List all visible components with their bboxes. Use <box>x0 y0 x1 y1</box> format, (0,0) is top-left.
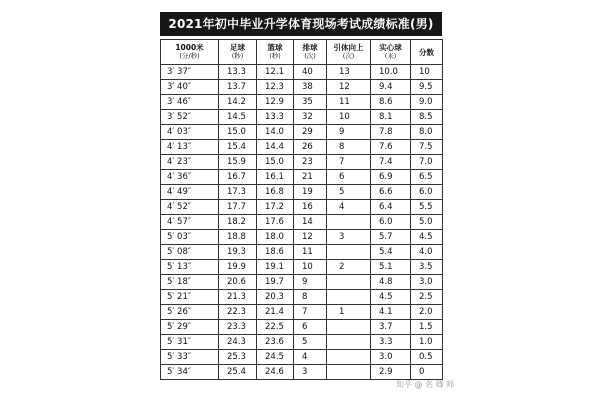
cell-medicine-ball: 5.7 <box>371 230 411 245</box>
cell-score: 0 <box>411 365 443 380</box>
cell-basketball: 21.4 <box>257 305 294 320</box>
cell-medicine-ball: 8.6 <box>371 95 411 110</box>
cell-football: 20.6 <box>219 275 257 290</box>
cell-1000m: 4′ 13″ <box>161 140 219 155</box>
cell-medicine-ball: 10.0 <box>371 65 411 80</box>
table-row <box>161 275 443 290</box>
cell-1000m: 4′ 36″ <box>161 170 219 185</box>
cell-football: 15.4 <box>219 140 257 155</box>
table-row <box>161 170 443 185</box>
cell-pullup <box>327 275 371 290</box>
cell-basketball: 17.2 <box>257 200 294 215</box>
cell-pullup: 8 <box>327 140 371 155</box>
cell-score: 8.0 <box>411 125 443 140</box>
cell-volleyball: 11 <box>294 245 327 260</box>
cell-score: 1.0 <box>411 335 443 350</box>
cell-pullup: 5 <box>327 185 371 200</box>
cell-medicine-ball: 6.6 <box>371 185 411 200</box>
cell-pullup <box>327 335 371 350</box>
cell-volleyball: 14 <box>294 215 327 230</box>
cell-1000m: 5′ 34″ <box>161 365 219 380</box>
table-row <box>161 365 443 380</box>
cell-1000m: 5′ 18″ <box>161 275 219 290</box>
cell-volleyball: 19 <box>294 185 327 200</box>
cell-score: 2.5 <box>411 290 443 305</box>
cell-medicine-ball: 9.4 <box>371 80 411 95</box>
cell-basketball: 24.6 <box>257 365 294 380</box>
cell-basketball: 14.0 <box>257 125 294 140</box>
cell-1000m: 5′ 08″ <box>161 245 219 260</box>
cell-pullup: 10 <box>327 110 371 125</box>
table-row <box>161 200 443 215</box>
cell-pullup: 3 <box>327 230 371 245</box>
cell-score: 0.5 <box>411 350 443 365</box>
cell-basketball: 16.8 <box>257 185 294 200</box>
header-pullup: 引体向上 (次) <box>327 40 371 65</box>
header-medicine-ball: 实心球 (米) <box>371 40 411 65</box>
header-volleyball: 排球 (次) <box>294 40 327 65</box>
cell-volleyball: 6 <box>294 320 327 335</box>
cell-1000m: 5′ 29″ <box>161 320 219 335</box>
cell-basketball: 17.6 <box>257 215 294 230</box>
cell-pullup: 12 <box>327 80 371 95</box>
cell-1000m: 5′ 21″ <box>161 290 219 305</box>
cell-1000m: 5′ 26″ <box>161 305 219 320</box>
table-row <box>161 125 443 140</box>
cell-basketball: 18.6 <box>257 245 294 260</box>
cell-football: 25.4 <box>219 365 257 380</box>
cell-football: 15.0 <box>219 125 257 140</box>
cell-medicine-ball: 3.0 <box>371 350 411 365</box>
table-row <box>161 110 443 125</box>
cell-football: 23.3 <box>219 320 257 335</box>
watermark: 知乎 @ 名 卿 师 <box>396 380 455 389</box>
cell-medicine-ball: 3.7 <box>371 320 411 335</box>
cell-football: 17.7 <box>219 200 257 215</box>
cell-volleyball: 16 <box>294 200 327 215</box>
cell-football: 16.7 <box>219 170 257 185</box>
cell-1000m: 4′ 57″ <box>161 215 219 230</box>
cell-pullup <box>327 215 371 230</box>
table-row <box>161 215 443 230</box>
cell-medicine-ball: 7.8 <box>371 125 411 140</box>
cell-basketball: 12.3 <box>257 80 294 95</box>
cell-score: 9.5 <box>411 80 443 95</box>
table-row <box>161 80 443 95</box>
cell-score: 5.5 <box>411 200 443 215</box>
cell-basketball: 19.1 <box>257 260 294 275</box>
cell-basketball: 13.3 <box>257 110 294 125</box>
table-row <box>161 140 443 155</box>
table-row <box>161 260 443 275</box>
cell-score: 7.0 <box>411 155 443 170</box>
cell-volleyball: 40 <box>294 65 327 80</box>
cell-volleyball: 21 <box>294 170 327 185</box>
table-row <box>161 95 443 110</box>
table-row <box>161 155 443 170</box>
cell-score: 4.0 <box>411 245 443 260</box>
cell-1000m: 4′ 03″ <box>161 125 219 140</box>
cell-basketball: 20.3 <box>257 290 294 305</box>
table-row <box>161 65 443 80</box>
table-body <box>161 65 443 380</box>
cell-volleyball: 3 <box>294 365 327 380</box>
cell-volleyball: 7 <box>294 305 327 320</box>
cell-1000m: 4′ 52″ <box>161 200 219 215</box>
cell-football: 18.2 <box>219 215 257 230</box>
cell-medicine-ball: 7.4 <box>371 155 411 170</box>
cell-score: 5.0 <box>411 215 443 230</box>
table-row <box>161 245 443 260</box>
cell-volleyball: 8 <box>294 290 327 305</box>
header-football: 足球 (秒) <box>219 40 257 65</box>
cell-basketball: 19.7 <box>257 275 294 290</box>
cell-basketball: 16.1 <box>257 170 294 185</box>
cell-football: 13.3 <box>219 65 257 80</box>
cell-pullup <box>327 320 371 335</box>
table-row <box>161 335 443 350</box>
cell-score: 7.5 <box>411 140 443 155</box>
cell-score: 3.0 <box>411 275 443 290</box>
cell-pullup <box>327 290 371 305</box>
cell-1000m: 5′ 31″ <box>161 335 219 350</box>
cell-basketball: 12.1 <box>257 65 294 80</box>
cell-football: 17.3 <box>219 185 257 200</box>
cell-medicine-ball: 3.3 <box>371 335 411 350</box>
cell-football: 24.3 <box>219 335 257 350</box>
cell-football: 25.3 <box>219 350 257 365</box>
cell-score: 9.0 <box>411 95 443 110</box>
cell-medicine-ball: 6.0 <box>371 215 411 230</box>
cell-1000m: 3′ 52″ <box>161 110 219 125</box>
cell-pullup: 7 <box>327 155 371 170</box>
cell-basketball: 15.0 <box>257 155 294 170</box>
table-row <box>161 230 443 245</box>
header-score: 分数 <box>411 40 443 65</box>
cell-pullup <box>327 245 371 260</box>
cell-medicine-ball: 2.9 <box>371 365 411 380</box>
cell-1000m: 5′ 13″ <box>161 260 219 275</box>
cell-basketball: 18.0 <box>257 230 294 245</box>
cell-score: 1.5 <box>411 320 443 335</box>
cell-1000m: 4′ 23″ <box>161 155 219 170</box>
cell-football: 14.5 <box>219 110 257 125</box>
cell-medicine-ball: 4.8 <box>371 275 411 290</box>
header-basketball: 篮球 (秒) <box>257 40 294 65</box>
cell-football: 15.9 <box>219 155 257 170</box>
cell-score: 4.5 <box>411 230 443 245</box>
cell-medicine-ball: 6.9 <box>371 170 411 185</box>
cell-volleyball: 26 <box>294 140 327 155</box>
cell-volleyball: 35 <box>294 95 327 110</box>
cell-basketball: 14.4 <box>257 140 294 155</box>
table-title: 2021年初中毕业升学体育现场考试成绩标准(男) <box>160 12 442 36</box>
cell-pullup: 2 <box>327 260 371 275</box>
cell-score: 6.5 <box>411 170 443 185</box>
cell-pullup: 4 <box>327 200 371 215</box>
cell-medicine-ball: 4.1 <box>371 305 411 320</box>
cell-volleyball: 9 <box>294 275 327 290</box>
cell-basketball: 12.9 <box>257 95 294 110</box>
score-standard-sheet <box>160 12 442 380</box>
cell-basketball: 24.5 <box>257 350 294 365</box>
table-row <box>161 350 443 365</box>
cell-score: 8.5 <box>411 110 443 125</box>
cell-football: 18.8 <box>219 230 257 245</box>
cell-volleyball: 4 <box>294 350 327 365</box>
cell-football: 19.9 <box>219 260 257 275</box>
cell-medicine-ball: 6.4 <box>371 200 411 215</box>
cell-pullup <box>327 365 371 380</box>
cell-medicine-ball: 4.5 <box>371 290 411 305</box>
cell-football: 21.3 <box>219 290 257 305</box>
cell-pullup: 1 <box>327 305 371 320</box>
cell-volleyball: 5 <box>294 335 327 350</box>
table-row <box>161 290 443 305</box>
cell-score: 10 <box>411 65 443 80</box>
table-row <box>161 185 443 200</box>
cell-pullup: 6 <box>327 170 371 185</box>
cell-volleyball: 10 <box>294 260 327 275</box>
cell-score: 2.0 <box>411 305 443 320</box>
cell-volleyball: 38 <box>294 80 327 95</box>
cell-medicine-ball: 7.6 <box>371 140 411 155</box>
cell-1000m: 5′ 03″ <box>161 230 219 245</box>
cell-score: 6.0 <box>411 185 443 200</box>
table-row <box>161 320 443 335</box>
cell-1000m: 3′ 40″ <box>161 80 219 95</box>
cell-1000m: 3′ 37″ <box>161 65 219 80</box>
cell-football: 22.3 <box>219 305 257 320</box>
cell-score: 3.5 <box>411 260 443 275</box>
cell-pullup: 11 <box>327 95 371 110</box>
cell-pullup: 13 <box>327 65 371 80</box>
header-row <box>161 40 443 65</box>
cell-basketball: 22.5 <box>257 320 294 335</box>
cell-football: 13.7 <box>219 80 257 95</box>
cell-basketball: 23.6 <box>257 335 294 350</box>
cell-1000m: 5′ 33″ <box>161 350 219 365</box>
cell-football: 14.2 <box>219 95 257 110</box>
cell-medicine-ball: 5.1 <box>371 260 411 275</box>
cell-1000m: 4′ 49″ <box>161 185 219 200</box>
cell-volleyball: 29 <box>294 125 327 140</box>
cell-medicine-ball: 8.1 <box>371 110 411 125</box>
cell-volleyball: 12 <box>294 230 327 245</box>
header-1000m: 1000米 (分/秒) <box>161 40 219 65</box>
cell-pullup <box>327 350 371 365</box>
cell-football: 19.3 <box>219 245 257 260</box>
cell-volleyball: 23 <box>294 155 327 170</box>
table-row <box>161 305 443 320</box>
cell-medicine-ball: 5.4 <box>371 245 411 260</box>
cell-1000m: 3′ 46″ <box>161 95 219 110</box>
cell-pullup: 9 <box>327 125 371 140</box>
cell-volleyball: 32 <box>294 110 327 125</box>
score-table <box>160 39 443 380</box>
